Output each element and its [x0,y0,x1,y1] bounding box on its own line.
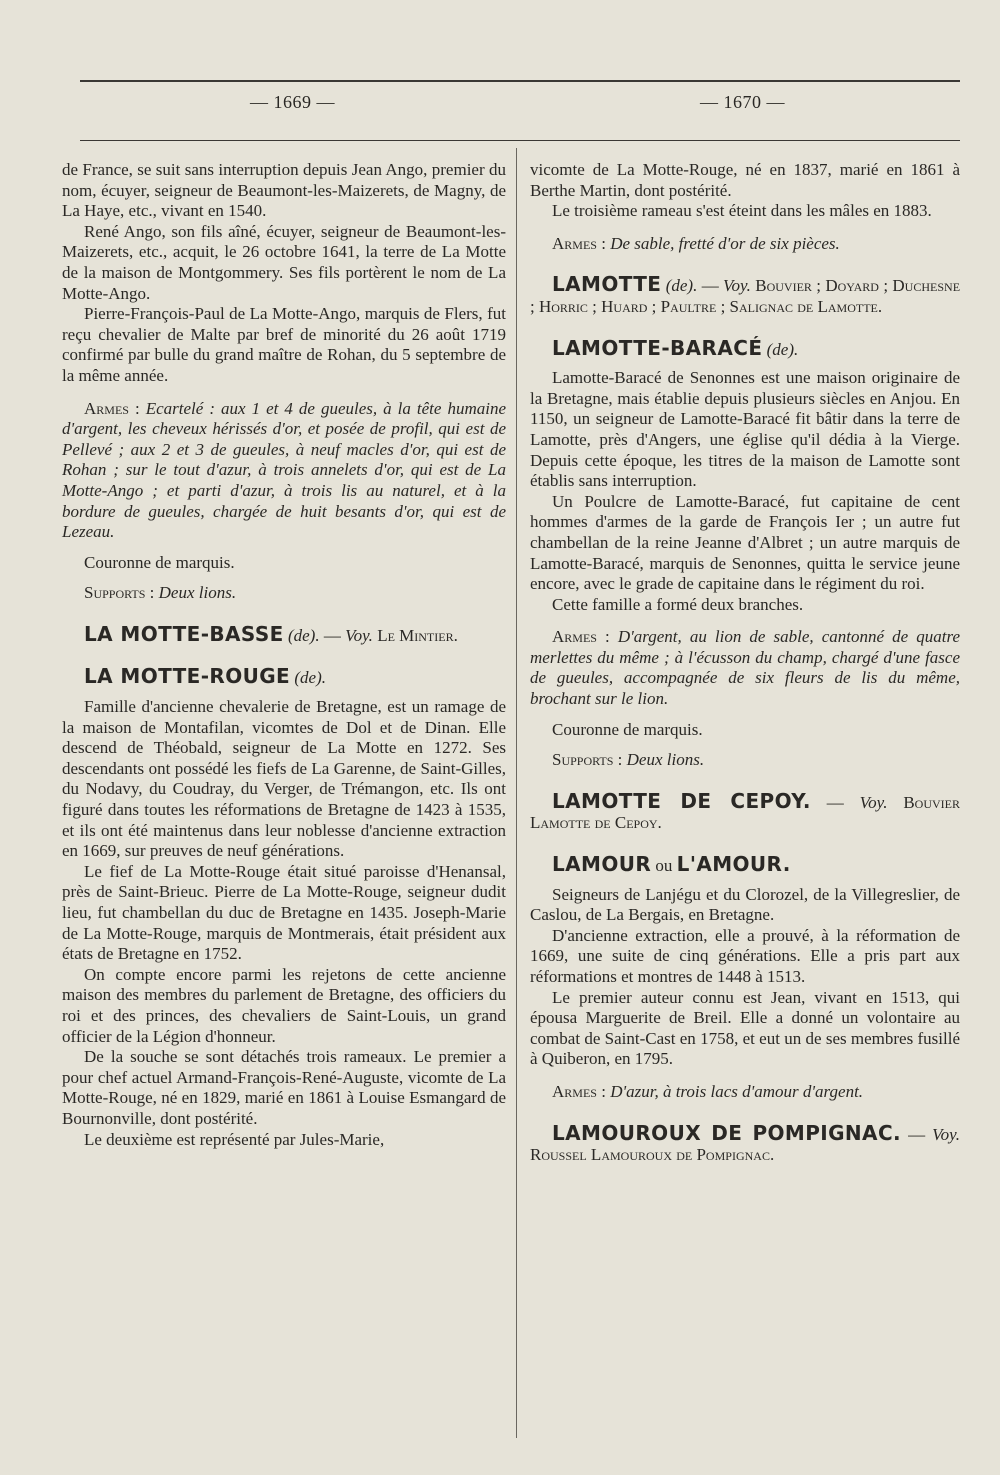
arms-blazon: De sable, fretté d'or de six pièces. [610,233,840,253]
paragraph: René Ango, son fils aîné, écuyer, seigneur de Beaumont-les-Maizerets, etc., acquit, le 26 octobre 1641, la terre de La Motte de la maison de Montgommery. Ses fils portèrent le nom de La Motte-Ango. [62,221,506,303]
paragraph: D'ancienne extraction, elle a prouvé, à la réformation de 1669, une suite de cinq générations. Elle a pris part aux réformations et montres de 1448 à 1513. [530,925,960,986]
supports-label: Supports : [552,750,623,770]
arms-label: Armes : [552,627,610,647]
paragraph: On compte encore parmi les rejetons de cette ancienne maison des membres du parlement de Bretagne, des officiers du roi et des princes, des chevaliers de Saint-Louis, un grand officier de la Légion d'honneur. [62,964,506,1046]
top-rule [80,80,960,82]
arms-blazon: D'azur, à trois lacs d'amour d'argent. [610,1081,864,1101]
left-column [62,160,506,1150]
arms-label: Armes : [552,1081,606,1101]
arms-entry [530,1082,960,1103]
arms-entry [530,627,960,709]
entry-heading-lamotte-de-cepoy: LAMOTTE DE CEPOY. — Voy. Bouvier Lamotte de Cepoy. [530,788,960,833]
entry-name: LAMOTTE-BARACÉ [552,335,763,360]
paragraph: Le deuxième est représenté par Jules-Marie, [84,1129,385,1149]
paragraph: Un Poulcre de Lamotte-Baracé, fut capitaine de cent hommes d'armes de la garde de François Ier ; un autre fut chambellan de la reine Jeanne d'Albret ; un autre marquis de Lamotte-Baracé, marquis de Senonnes, quitta le service jeune encore, avec le grade de capitaine dans le régiment du roi. [530,491,960,594]
paragraph: de France, se suit sans interruption depuis Jean Ango, premier du nom, écuyer, seigneur de Beaumont-les-Maizerets, de Magny, de La Haye, etc., vivant en 1540. [62,160,506,221]
header-rule [80,140,960,141]
paragraph: Pierre-François-Paul de La Motte-Ango, marquis de Flers, fut reçu chevalier de Malte par bref de minorité du 26 août 1719 confirmé par bulle du grand maître de Rohan, du 5 septembre de la même année. [62,304,506,385]
entry-name: LAMOUROUX DE POMPIGNAC. [552,1120,902,1145]
paragraph: vicomte de La Motte-Rouge, né en 1837, marié en 1861 à Berthe Martin, dont postérité. [530,160,960,200]
arms-entry [530,234,960,255]
arms-label: Armes : [552,233,606,253]
page-number-left: — 1669 — [250,92,335,112]
entry-name: LA MOTTE-ROUGE [84,664,291,689]
column-divider [516,148,517,1438]
entry-heading-la-motte-rouge: LA MOTTE-ROUGE (de). [84,664,326,689]
entry-name: LA MOTTE-BASSE [84,621,284,646]
entry-heading-lamotte: LAMOTTE (de). — Voy. Bouvier ; Doyard ; Duchesne ; Horric ; Huard ; Paultre ; Salignac de Lamotte. [530,272,961,316]
paragraph: De la souche se sont détachés trois rameaux. Le premier a pour chef actuel Armand-François-René-Auguste, vicomte de La Motte-Rouge, né en 1829, marié en 1861 à Louise Esmangard de Bournonville, dont postérité. [62,1047,506,1128]
entry-name: LAMOTTE [552,272,662,297]
entry-name: LAMOTTE DE CEPOY. [552,788,811,813]
paragraph: Lamotte-Baracé de Senonnes est une maison originaire de la Bretagne, mais établie depuis plusieurs siècles en Anjou. En 1150, un seigneur de Lamotte-Baracé fit bâtir dans la terre de Lamotte, près d'Angers, une église qu'il dédia à la Vierge. Depuis cette époque, les titres de la maison de Lamotte sont établis sans interruption. [530,368,960,491]
paragraph: Le premier auteur connu est Jean, vivant en 1513, qui épousa Marguerite de Breil. Elle a donné un volontaire au combat de Saint-Cast en 1758, et eut un de ses membres fusillé à Quiberon, en 1795. [530,987,960,1069]
arms-entry [62,399,506,543]
paragraph: Le fief de La Motte-Rouge était situé paroisse d'Henansal, près de Saint-Brieuc. Pierre de La Motte-Rouge, seigneur dudit lieu, fut chambellan du duc de Bretagne en 1435. Joseph-Marie de La Motte-Rouge, marquis de Montmerais, était président aux états de Bretagne en 1752. [62,861,506,964]
entry-heading-la-motte-basse: LA MOTTE-BASSE (de). — Voy. Le Mintier. [84,621,458,646]
entry-heading-lamotte-barace: LAMOTTE-BARACÉ (de). [552,335,799,360]
paragraph: Famille d'ancienne chevalerie de Bretagne, est un ramage de la maison de Montafilan, vicomtes de Dol et de Dinan. Elle descend de Théobald, seigneur de La Motte en 1272. Ses descendants ont possédé les fiefs de La Garenne, de Saint-Gilles, du Nodavy, du Coudray, du Verger, de Trémangon, etc. Ils ont figuré dans toutes les réformations de Bretagne de 1423 à 1535, et ils ont été maintenus dans leur noblesse d'ancienne extraction en 1669, sur preuves de neuf générations. [62,697,506,861]
paragraph: Seigneurs de Lanjégu et du Clorozel, de la Villegreslier, de Caslou, de La Bergais, en Bretagne. [530,884,960,925]
supports-label: Supports : [84,583,155,603]
cross-reference: Bouvier ; Doyard ; Duchesne ; Horric ; Huard ; Paultre ; Salignac de Lamotte. [530,276,961,316]
paragraph: Cette famille a formé deux branches. [552,594,804,614]
right-column [530,160,960,1166]
arms-label: Armes : [84,398,140,418]
cross-reference: Roussel Lamouroux de Pompignac. [530,1145,775,1165]
supports-value: Deux lions. [626,750,705,770]
page-number-right: — 1670 — [700,92,785,112]
cross-reference: Bouvier Lamotte de Cepoy. [530,792,960,833]
couronne-line: Couronne de marquis. [84,552,235,572]
supports-line [530,750,960,771]
arms-blazon: Ecartelé : aux 1 et 4 de gueules, à la tête humaine d'argent, les cheveux hérissés d'or, et posée de profil, qui est de Pellevé ; aux 2 et 3 de gueules, à neuf macles d'or, qui est de Rohan ; sur le tout d'azur, à trois annelets d'or, qui est de La Motte-Ango ; et parti d'azur, à trois lis au naturel, et à la bordure de gueules, chargée de huit besants d'or, qui est de Lezeau. [62,398,507,542]
entry-name-alt: L'AMOUR. [676,852,791,877]
supports-value: Deux lions. [158,583,237,603]
paragraph: Le troisième rameau s'est éteint dans les mâles en 1883. [552,201,932,221]
entry-name: LAMOUR [552,852,652,877]
supports-line [62,583,506,604]
entry-heading-lamouroux: LAMOUROUX DE POMPIGNAC. — Voy. Roussel Lamouroux de Pompignac. [530,1120,960,1165]
entry-heading-lamour: LAMOUR ou L'AMOUR. [552,852,791,877]
couronne-line: Couronne de marquis. [552,719,703,739]
cross-reference: Le Mintier. [377,625,458,645]
arms-blazon: D'argent, au lion de sable, cantonné de quatre merlettes du même ; à l'écusson du champ, chargé d'une fasce de gueules, accompagnée de six fleurs de lis du même, brochant sur le lion. [530,627,961,709]
